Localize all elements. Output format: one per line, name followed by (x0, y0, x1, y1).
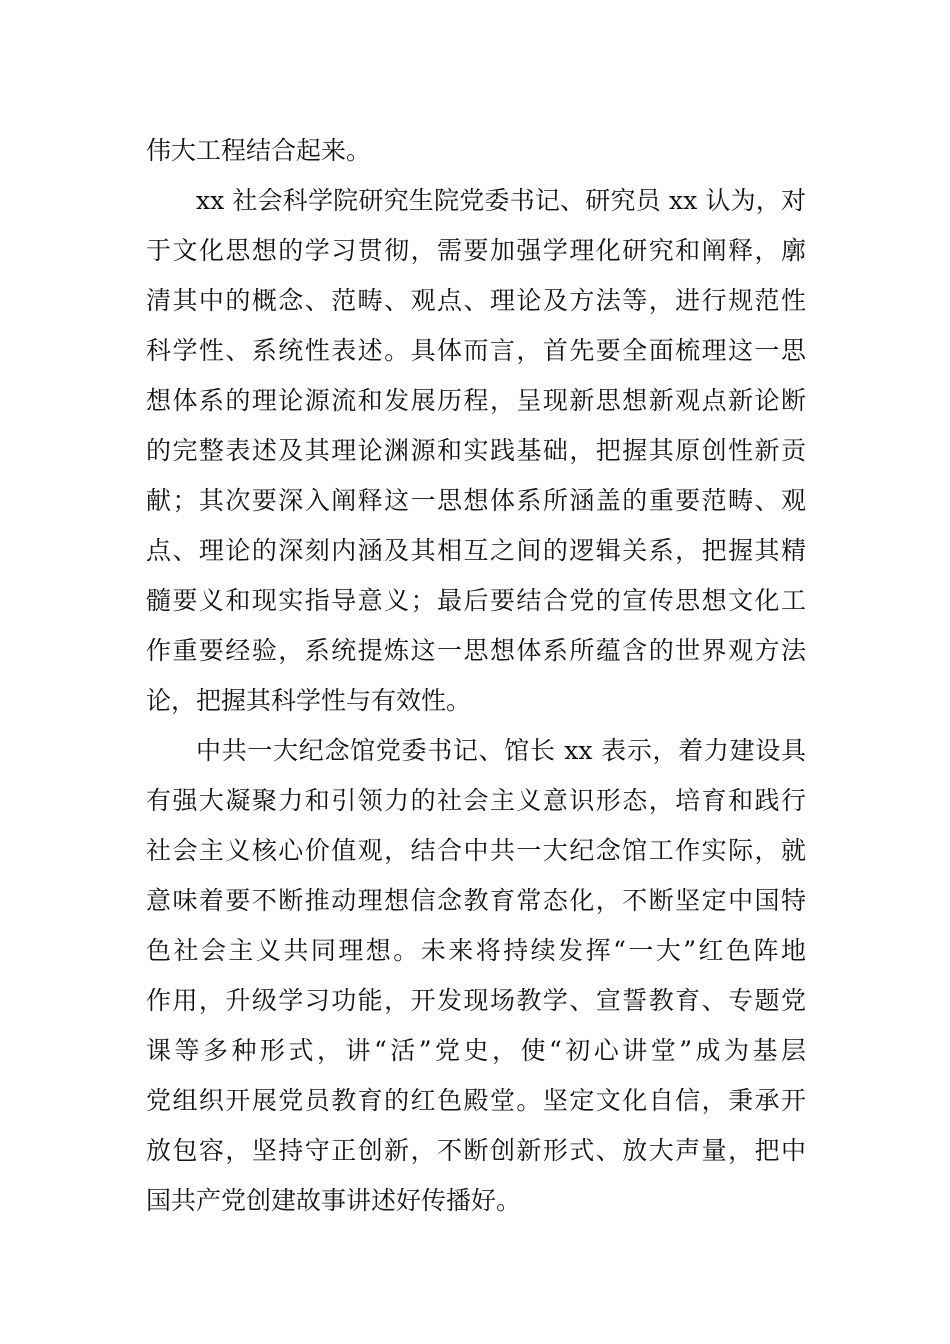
text-line: 国共产党创建故事讲述好传播好。 (146, 1186, 522, 1215)
text-line: 点、理论的深刻内涵及其相互之间的逻辑关系，把握其精 (146, 536, 806, 565)
text-line: 于文化思想的学习贯彻，需要加强学理化研究和阐释，廓 (146, 236, 806, 265)
paragraph-2 (146, 176, 806, 726)
text-line: 伟大工程结合起来。 (146, 136, 372, 165)
text-line: 论，把握其科学性与有效性。 (146, 686, 472, 715)
text-line: 意味着要不断推动理想信念教育常态化，不断坚定中国特 (146, 886, 806, 915)
text-line: 献；其次要深入阐释这一思想体系所涵盖的重要范畴、观 (146, 486, 806, 515)
text-line: 科学性、系统性表述。具体而言，首先要全面梳理这一思 (146, 336, 806, 365)
text-line: 中共一大纪念馆党委书记、馆长 xx 表示，着力建设具 (196, 736, 806, 765)
text-line: 社会主义核心价值观，结合中共一大纪念馆工作实际，就 (146, 836, 806, 865)
text-line: 党组织开展党员教育的红色殿堂。坚定文化自信，秉承开 (146, 1086, 806, 1115)
paragraph-1 (146, 126, 806, 176)
text-line: 的完整表述及其理论渊源和实践基础，把握其原创性新贡 (146, 436, 806, 465)
paragraph-3 (146, 726, 806, 1226)
text-line: 色社会主义共同理想。未来将持续发挥“一大”红色阵地 (146, 936, 806, 965)
document-body (146, 126, 806, 1226)
text-line: 有强大凝聚力和引领力的社会主义意识形态，培育和践行 (146, 786, 806, 815)
text-line: 课等多种形式，讲“活”党史，使“初心讲堂”成为基层 (146, 1036, 806, 1065)
text-line: 髓要义和现实指导意义；最后要结合党的宣传思想文化工 (146, 586, 806, 615)
text-line: 作重要经验，系统提炼这一思想体系所蕴含的世界观方法 (146, 636, 806, 665)
text-line: 想体系的理论源流和发展历程，呈现新思想新观点新论断 (146, 386, 806, 415)
text-line: 作用，升级学习功能，开发现场教学、宣誓教育、专题党 (146, 986, 806, 1015)
text-line: 清其中的概念、范畴、观点、理论及方法等，进行规范性 (146, 286, 806, 315)
text-line: xx 社会科学院研究生院党委书记、研究员 xx 认为，对 (196, 186, 806, 215)
text-line: 放包容，坚持守正创新，不断创新形式、放大声量，把中 (146, 1136, 806, 1165)
